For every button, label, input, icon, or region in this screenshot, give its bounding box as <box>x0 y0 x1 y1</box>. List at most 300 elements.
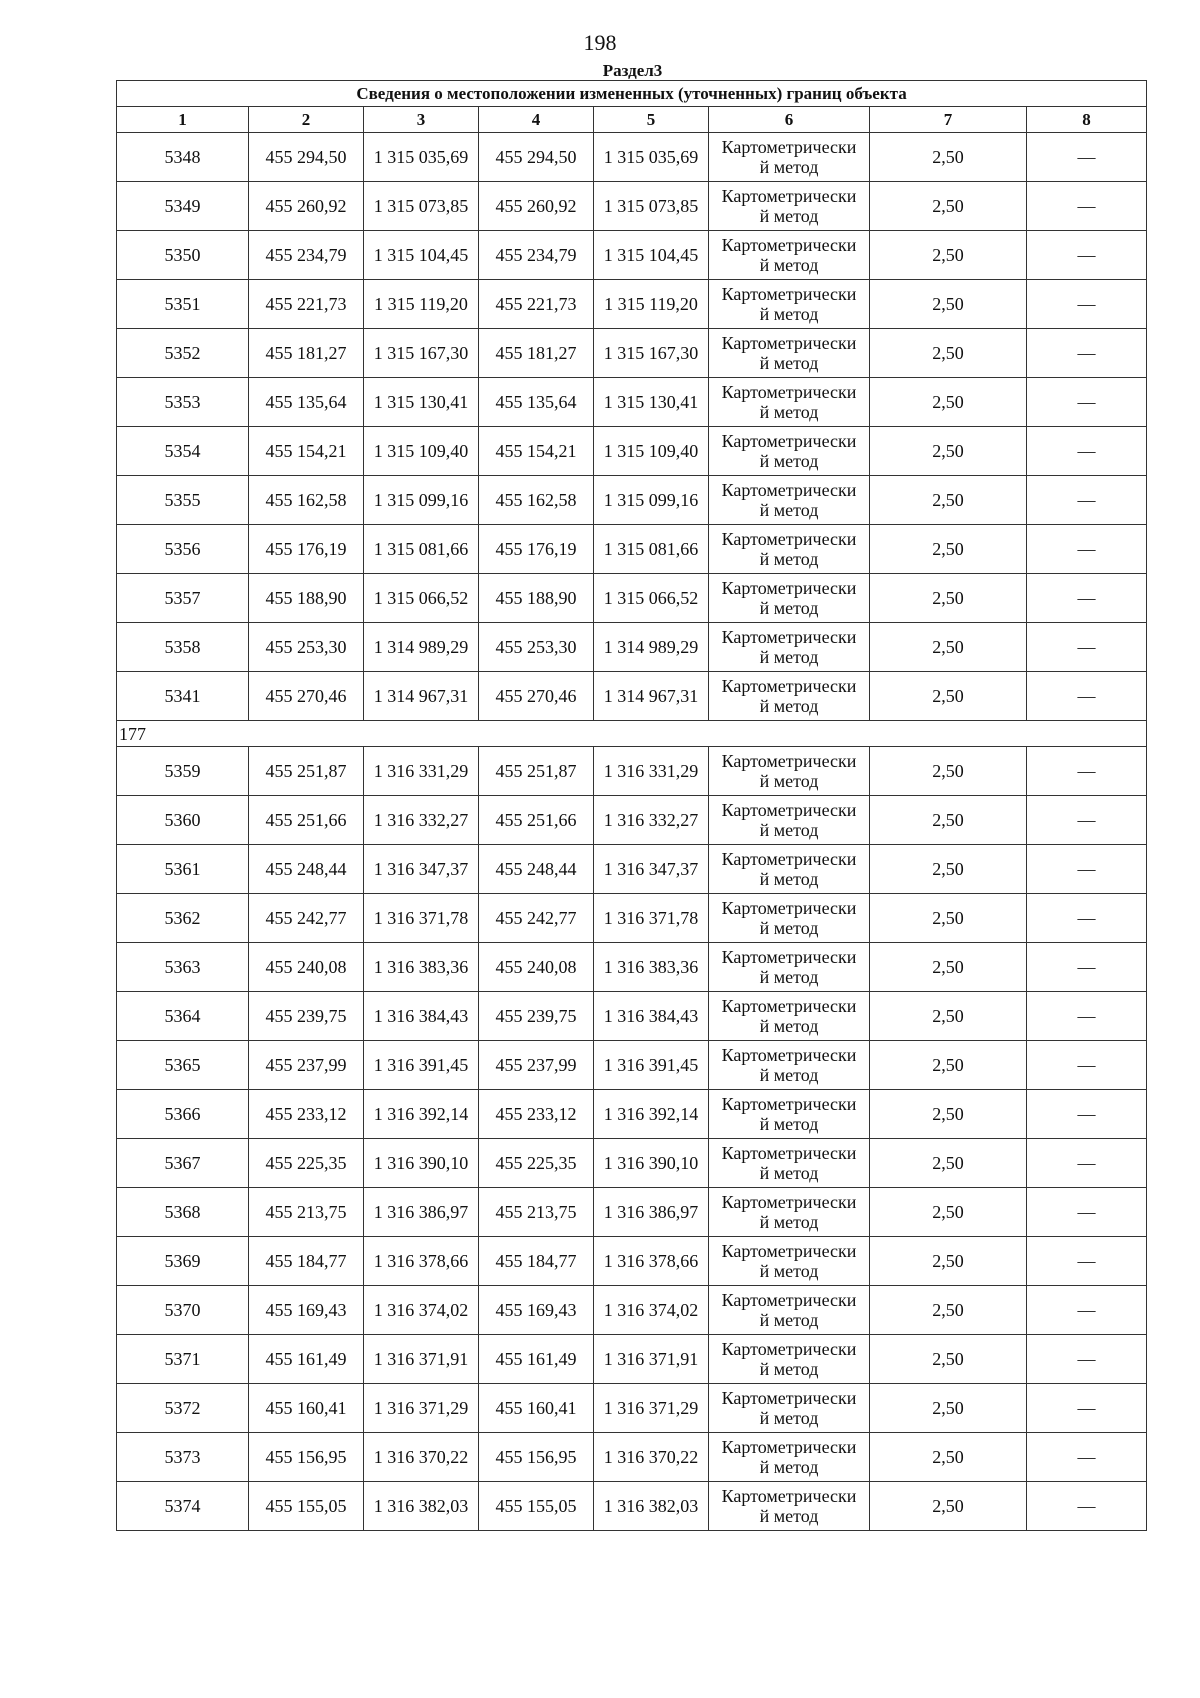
method-line-1: Картометрически <box>721 947 857 967</box>
accuracy-cell: 2,50 <box>870 845 1027 894</box>
accuracy-cell: 2,50 <box>870 1482 1027 1531</box>
x-existing-cell: 455 213,75 <box>249 1188 364 1237</box>
method-line-1: Картометрически <box>721 431 857 451</box>
table-row <box>117 378 1147 427</box>
method-line-1: Картометрически <box>721 480 857 500</box>
y-existing-cell: 1 316 374,02 <box>364 1286 479 1335</box>
method-line-1: Картометрически <box>721 996 857 1016</box>
table-row <box>117 1286 1147 1335</box>
column-number: 5 <box>594 107 709 133</box>
y-refined-cell: 1 316 378,66 <box>594 1237 709 1286</box>
method-line-1: Картометрически <box>721 1241 857 1261</box>
description-cell: — <box>1027 1384 1147 1433</box>
method-line-2: й метод <box>759 771 819 791</box>
method-cell <box>709 894 870 943</box>
y-refined-cell: 1 315 066,52 <box>594 574 709 623</box>
x-existing-cell: 455 270,46 <box>249 672 364 721</box>
description-cell: — <box>1027 845 1147 894</box>
point-number-cell: 5368 <box>117 1188 249 1237</box>
method-line-1: Картометрически <box>721 751 857 771</box>
accuracy-cell: 2,50 <box>870 1237 1027 1286</box>
description-cell: — <box>1027 894 1147 943</box>
method-line-1: Картометрически <box>721 235 857 255</box>
y-existing-cell: 1 316 390,10 <box>364 1139 479 1188</box>
y-refined-cell: 1 315 099,16 <box>594 476 709 525</box>
method-cell <box>709 329 870 378</box>
method-cell <box>709 133 870 182</box>
point-number-cell: 5371 <box>117 1335 249 1384</box>
x-existing-cell: 455 221,73 <box>249 280 364 329</box>
method-line-2: й метод <box>759 353 819 373</box>
column-number: 4 <box>479 107 594 133</box>
point-number-cell: 5370 <box>117 1286 249 1335</box>
x-existing-cell: 455 162,58 <box>249 476 364 525</box>
method-line-2: й метод <box>759 157 819 177</box>
y-refined-cell: 1 316 371,91 <box>594 1335 709 1384</box>
x-existing-cell: 455 155,05 <box>249 1482 364 1531</box>
table-row <box>117 1433 1147 1482</box>
method-line-2: й метод <box>759 1408 819 1428</box>
method-cell <box>709 1433 870 1482</box>
y-existing-cell: 1 316 371,78 <box>364 894 479 943</box>
method-line-2: й метод <box>759 869 819 889</box>
method-line-2: й метод <box>759 1114 819 1134</box>
method-line-1: Картометрически <box>721 578 857 598</box>
y-refined-cell: 1 314 989,29 <box>594 623 709 672</box>
method-line-1: Картометрически <box>721 1094 857 1114</box>
table-row <box>117 894 1147 943</box>
x-existing-cell: 455 294,50 <box>249 133 364 182</box>
x-refined-cell: 455 251,66 <box>479 796 594 845</box>
point-number-cell: 5357 <box>117 574 249 623</box>
description-cell: — <box>1027 133 1147 182</box>
accuracy-cell: 2,50 <box>870 1041 1027 1090</box>
x-existing-cell: 455 156,95 <box>249 1433 364 1482</box>
description-cell: — <box>1027 427 1147 476</box>
description-cell: — <box>1027 796 1147 845</box>
point-number-cell: 5367 <box>117 1139 249 1188</box>
method-line-2: й метод <box>759 549 819 569</box>
x-existing-cell: 455 225,35 <box>249 1139 364 1188</box>
y-refined-cell: 1 315 167,30 <box>594 329 709 378</box>
table-row <box>117 1384 1147 1433</box>
table-row <box>117 672 1147 721</box>
section-title: Раздел3 <box>602 61 663 80</box>
method-cell <box>709 992 870 1041</box>
x-existing-cell: 455 181,27 <box>249 329 364 378</box>
table-row <box>117 943 1147 992</box>
y-existing-cell: 1 316 331,29 <box>364 747 479 796</box>
method-line-1: Картометрически <box>721 382 857 402</box>
y-refined-cell: 1 315 109,40 <box>594 427 709 476</box>
x-refined-cell: 455 242,77 <box>479 894 594 943</box>
method-line-2: й метод <box>759 1163 819 1183</box>
description-cell: — <box>1027 1188 1147 1237</box>
x-refined-cell: 455 260,92 <box>479 182 594 231</box>
point-number-cell: 5365 <box>117 1041 249 1090</box>
point-number-cell: 5349 <box>117 182 249 231</box>
method-cell <box>709 1335 870 1384</box>
accuracy-cell: 2,50 <box>870 992 1027 1041</box>
method-cell <box>709 280 870 329</box>
y-existing-cell: 1 315 081,66 <box>364 525 479 574</box>
x-refined-cell: 455 270,46 <box>479 672 594 721</box>
method-cell <box>709 1237 870 1286</box>
y-existing-cell: 1 315 167,30 <box>364 329 479 378</box>
y-refined-cell: 1 316 347,37 <box>594 845 709 894</box>
method-line-2: й метод <box>759 451 819 471</box>
y-existing-cell: 1 316 386,97 <box>364 1188 479 1237</box>
method-line-2: й метод <box>759 402 819 422</box>
method-line-1: Картометрически <box>721 898 857 918</box>
y-existing-cell: 1 315 119,20 <box>364 280 479 329</box>
x-refined-cell: 455 248,44 <box>479 845 594 894</box>
x-refined-cell: 455 184,77 <box>479 1237 594 1286</box>
point-number-cell: 5352 <box>117 329 249 378</box>
description-cell: — <box>1027 943 1147 992</box>
x-refined-cell: 455 160,41 <box>479 1384 594 1433</box>
y-existing-cell: 1 315 073,85 <box>364 182 479 231</box>
y-refined-cell: 1 316 384,43 <box>594 992 709 1041</box>
accuracy-cell: 2,50 <box>870 378 1027 427</box>
method-line-2: й метод <box>759 1212 819 1232</box>
description-cell: — <box>1027 1237 1147 1286</box>
accuracy-cell: 2,50 <box>870 1188 1027 1237</box>
y-existing-cell: 1 316 347,37 <box>364 845 479 894</box>
description-cell: — <box>1027 672 1147 721</box>
accuracy-cell: 2,50 <box>870 796 1027 845</box>
boundary-coordinates-table <box>116 80 1147 1531</box>
method-line-2: й метод <box>759 1457 819 1477</box>
description-cell: — <box>1027 1090 1147 1139</box>
table-title-row <box>117 81 1147 107</box>
y-refined-cell: 1 316 392,14 <box>594 1090 709 1139</box>
method-cell <box>709 1090 870 1139</box>
y-refined-cell: 1 315 130,41 <box>594 378 709 427</box>
x-existing-cell: 455 160,41 <box>249 1384 364 1433</box>
accuracy-cell: 2,50 <box>870 427 1027 476</box>
point-number-cell: 5372 <box>117 1384 249 1433</box>
method-line-2: й метод <box>759 255 819 275</box>
point-number-cell: 5348 <box>117 133 249 182</box>
x-existing-cell: 455 251,66 <box>249 796 364 845</box>
column-number: 3 <box>364 107 479 133</box>
point-number-cell: 5374 <box>117 1482 249 1531</box>
y-existing-cell: 1 315 104,45 <box>364 231 479 280</box>
y-existing-cell: 1 316 383,36 <box>364 943 479 992</box>
y-existing-cell: 1 316 371,91 <box>364 1335 479 1384</box>
method-line-1: Картометрически <box>721 849 857 869</box>
table-row <box>117 133 1147 182</box>
method-cell <box>709 672 870 721</box>
method-line-1: Картометрически <box>721 186 857 206</box>
x-existing-cell: 455 237,99 <box>249 1041 364 1090</box>
y-existing-cell: 1 315 099,16 <box>364 476 479 525</box>
accuracy-cell: 2,50 <box>870 133 1027 182</box>
accuracy-cell: 2,50 <box>870 943 1027 992</box>
table-row <box>117 1041 1147 1090</box>
point-number-cell: 5359 <box>117 747 249 796</box>
description-cell: — <box>1027 182 1147 231</box>
description-cell: — <box>1027 1482 1147 1531</box>
page-number: 198 <box>583 30 617 55</box>
table-row <box>117 329 1147 378</box>
accuracy-cell: 2,50 <box>870 1286 1027 1335</box>
accuracy-cell: 2,50 <box>870 894 1027 943</box>
x-refined-cell: 455 181,27 <box>479 329 594 378</box>
method-cell <box>709 1482 870 1531</box>
x-refined-cell: 455 176,19 <box>479 525 594 574</box>
accuracy-cell: 2,50 <box>870 280 1027 329</box>
column-number-row <box>117 107 1147 133</box>
column-number: 7 <box>870 107 1027 133</box>
method-cell <box>709 1139 870 1188</box>
method-line-2: й метод <box>759 696 819 716</box>
y-existing-cell: 1 316 378,66 <box>364 1237 479 1286</box>
method-line-2: й метод <box>759 1261 819 1281</box>
table-row <box>117 1237 1147 1286</box>
x-existing-cell: 455 154,21 <box>249 427 364 476</box>
x-refined-cell: 455 237,99 <box>479 1041 594 1090</box>
y-existing-cell: 1 316 384,43 <box>364 992 479 1041</box>
table-body <box>117 81 1147 1531</box>
x-refined-cell: 455 188,90 <box>479 574 594 623</box>
method-cell <box>709 623 870 672</box>
accuracy-cell: 2,50 <box>870 623 1027 672</box>
method-line-1: Картометрически <box>721 1045 857 1065</box>
accuracy-cell: 2,50 <box>870 525 1027 574</box>
method-line-2: й метод <box>759 1065 819 1085</box>
y-refined-cell: 1 316 370,22 <box>594 1433 709 1482</box>
point-number-cell: 5356 <box>117 525 249 574</box>
table-row <box>117 1188 1147 1237</box>
table-row <box>117 231 1147 280</box>
accuracy-cell: 2,50 <box>870 329 1027 378</box>
y-refined-cell: 1 316 390,10 <box>594 1139 709 1188</box>
method-line-2: й метод <box>759 500 819 520</box>
description-cell: — <box>1027 1286 1147 1335</box>
x-refined-cell: 455 251,87 <box>479 747 594 796</box>
y-existing-cell: 1 316 332,27 <box>364 796 479 845</box>
x-refined-cell: 455 169,43 <box>479 1286 594 1335</box>
y-refined-cell: 1 316 332,27 <box>594 796 709 845</box>
method-line-2: й метод <box>759 598 819 618</box>
table-row <box>117 280 1147 329</box>
y-refined-cell: 1 316 371,78 <box>594 894 709 943</box>
y-existing-cell: 1 314 989,29 <box>364 623 479 672</box>
description-cell: — <box>1027 747 1147 796</box>
y-existing-cell: 1 316 371,29 <box>364 1384 479 1433</box>
accuracy-cell: 2,50 <box>870 1433 1027 1482</box>
x-refined-cell: 455 294,50 <box>479 133 594 182</box>
y-refined-cell: 1 316 383,36 <box>594 943 709 992</box>
column-number: 8 <box>1027 107 1147 133</box>
x-existing-cell: 455 184,77 <box>249 1237 364 1286</box>
y-refined-cell: 1 315 119,20 <box>594 280 709 329</box>
accuracy-cell: 2,50 <box>870 1139 1027 1188</box>
table-row <box>117 1139 1147 1188</box>
method-cell <box>709 1384 870 1433</box>
point-number-cell: 5350 <box>117 231 249 280</box>
y-refined-cell: 1 315 081,66 <box>594 525 709 574</box>
x-refined-cell: 455 225,35 <box>479 1139 594 1188</box>
point-number-cell: 5354 <box>117 427 249 476</box>
x-existing-cell: 455 161,49 <box>249 1335 364 1384</box>
x-existing-cell: 455 253,30 <box>249 623 364 672</box>
method-line-2: й метод <box>759 647 819 667</box>
y-refined-cell: 1 314 967,31 <box>594 672 709 721</box>
table-row <box>117 525 1147 574</box>
x-refined-cell: 455 161,49 <box>479 1335 594 1384</box>
method-line-2: й метод <box>759 820 819 840</box>
method-line-1: Картометрически <box>721 1192 857 1212</box>
method-cell <box>709 1041 870 1090</box>
method-line-2: й метод <box>759 1359 819 1379</box>
method-cell <box>709 1286 870 1335</box>
table-row <box>117 574 1147 623</box>
point-number-cell: 5341 <box>117 672 249 721</box>
method-line-2: й метод <box>759 967 819 987</box>
x-existing-cell: 455 188,90 <box>249 574 364 623</box>
point-number-cell: 5362 <box>117 894 249 943</box>
x-existing-cell: 455 239,75 <box>249 992 364 1041</box>
method-cell <box>709 378 870 427</box>
x-refined-cell: 455 233,12 <box>479 1090 594 1139</box>
y-refined-cell: 1 315 104,45 <box>594 231 709 280</box>
method-cell <box>709 182 870 231</box>
description-cell: — <box>1027 280 1147 329</box>
group-label: 177 <box>117 721 1147 747</box>
x-existing-cell: 455 248,44 <box>249 845 364 894</box>
method-cell <box>709 476 870 525</box>
method-line-2: й метод <box>759 1016 819 1036</box>
table-row <box>117 623 1147 672</box>
point-number-cell: 5373 <box>117 1433 249 1482</box>
table-row <box>117 427 1147 476</box>
description-cell: — <box>1027 992 1147 1041</box>
x-refined-cell: 455 156,95 <box>479 1433 594 1482</box>
y-existing-cell: 1 315 035,69 <box>364 133 479 182</box>
method-line-1: Картометрически <box>721 333 857 353</box>
y-refined-cell: 1 316 382,03 <box>594 1482 709 1531</box>
y-refined-cell: 1 316 331,29 <box>594 747 709 796</box>
description-cell: — <box>1027 525 1147 574</box>
column-number: 2 <box>249 107 364 133</box>
accuracy-cell: 2,50 <box>870 231 1027 280</box>
method-line-1: Картометрически <box>721 1339 857 1359</box>
group-label-row <box>117 721 1147 747</box>
y-refined-cell: 1 316 391,45 <box>594 1041 709 1090</box>
description-cell: — <box>1027 1041 1147 1090</box>
method-cell <box>709 845 870 894</box>
accuracy-cell: 2,50 <box>870 476 1027 525</box>
description-cell: — <box>1027 1335 1147 1384</box>
method-cell <box>709 525 870 574</box>
accuracy-cell: 2,50 <box>870 747 1027 796</box>
y-existing-cell: 1 315 130,41 <box>364 378 479 427</box>
x-refined-cell: 455 154,21 <box>479 427 594 476</box>
method-line-1: Картометрически <box>721 1486 857 1506</box>
y-refined-cell: 1 316 374,02 <box>594 1286 709 1335</box>
y-existing-cell: 1 315 066,52 <box>364 574 479 623</box>
column-number: 6 <box>709 107 870 133</box>
table-row <box>117 1482 1147 1531</box>
method-line-2: й метод <box>759 1506 819 1526</box>
method-line-1: Картометрически <box>721 284 857 304</box>
method-line-1: Картометрически <box>721 1388 857 1408</box>
table-row <box>117 747 1147 796</box>
x-refined-cell: 455 162,58 <box>479 476 594 525</box>
point-number-cell: 5366 <box>117 1090 249 1139</box>
description-cell: — <box>1027 329 1147 378</box>
x-existing-cell: 455 176,19 <box>249 525 364 574</box>
y-refined-cell: 1 316 386,97 <box>594 1188 709 1237</box>
x-refined-cell: 455 213,75 <box>479 1188 594 1237</box>
x-refined-cell: 455 234,79 <box>479 231 594 280</box>
method-cell <box>709 574 870 623</box>
x-refined-cell: 455 135,64 <box>479 378 594 427</box>
x-existing-cell: 455 233,12 <box>249 1090 364 1139</box>
accuracy-cell: 2,50 <box>870 672 1027 721</box>
column-number: 1 <box>117 107 249 133</box>
description-cell: — <box>1027 623 1147 672</box>
method-cell <box>709 943 870 992</box>
method-line-1: Картометрически <box>721 529 857 549</box>
y-refined-cell: 1 315 035,69 <box>594 133 709 182</box>
x-existing-cell: 455 169,43 <box>249 1286 364 1335</box>
point-number-cell: 5361 <box>117 845 249 894</box>
table-row <box>117 845 1147 894</box>
point-number-cell: 5364 <box>117 992 249 1041</box>
table-title: Сведения о местоположении измененных (уточненных) границ объекта <box>117 81 1147 107</box>
x-refined-cell: 455 221,73 <box>479 280 594 329</box>
y-existing-cell: 1 316 382,03 <box>364 1482 479 1531</box>
accuracy-cell: 2,50 <box>870 182 1027 231</box>
y-existing-cell: 1 316 370,22 <box>364 1433 479 1482</box>
method-cell <box>709 1188 870 1237</box>
method-cell <box>709 747 870 796</box>
y-existing-cell: 1 316 392,14 <box>364 1090 479 1139</box>
y-refined-cell: 1 315 073,85 <box>594 182 709 231</box>
x-refined-cell: 455 253,30 <box>479 623 594 672</box>
table-row <box>117 182 1147 231</box>
point-number-cell: 5363 <box>117 943 249 992</box>
point-number-cell: 5355 <box>117 476 249 525</box>
method-cell <box>709 796 870 845</box>
method-line-1: Картометрически <box>721 800 857 820</box>
x-refined-cell: 455 239,75 <box>479 992 594 1041</box>
x-existing-cell: 455 260,92 <box>249 182 364 231</box>
x-refined-cell: 455 240,08 <box>479 943 594 992</box>
method-line-1: Картометрически <box>721 1290 857 1310</box>
accuracy-cell: 2,50 <box>870 1090 1027 1139</box>
method-cell <box>709 231 870 280</box>
table-row <box>117 796 1147 845</box>
table-row <box>117 1090 1147 1139</box>
x-refined-cell: 455 155,05 <box>479 1482 594 1531</box>
accuracy-cell: 2,50 <box>870 574 1027 623</box>
method-line-1: Картометрически <box>721 137 857 157</box>
description-cell: — <box>1027 574 1147 623</box>
x-existing-cell: 455 240,08 <box>249 943 364 992</box>
y-existing-cell: 1 315 109,40 <box>364 427 479 476</box>
point-number-cell: 5351 <box>117 280 249 329</box>
x-existing-cell: 455 234,79 <box>249 231 364 280</box>
method-line-2: й метод <box>759 304 819 324</box>
point-number-cell: 5360 <box>117 796 249 845</box>
method-line-1: Картометрически <box>721 1143 857 1163</box>
x-existing-cell: 455 242,77 <box>249 894 364 943</box>
